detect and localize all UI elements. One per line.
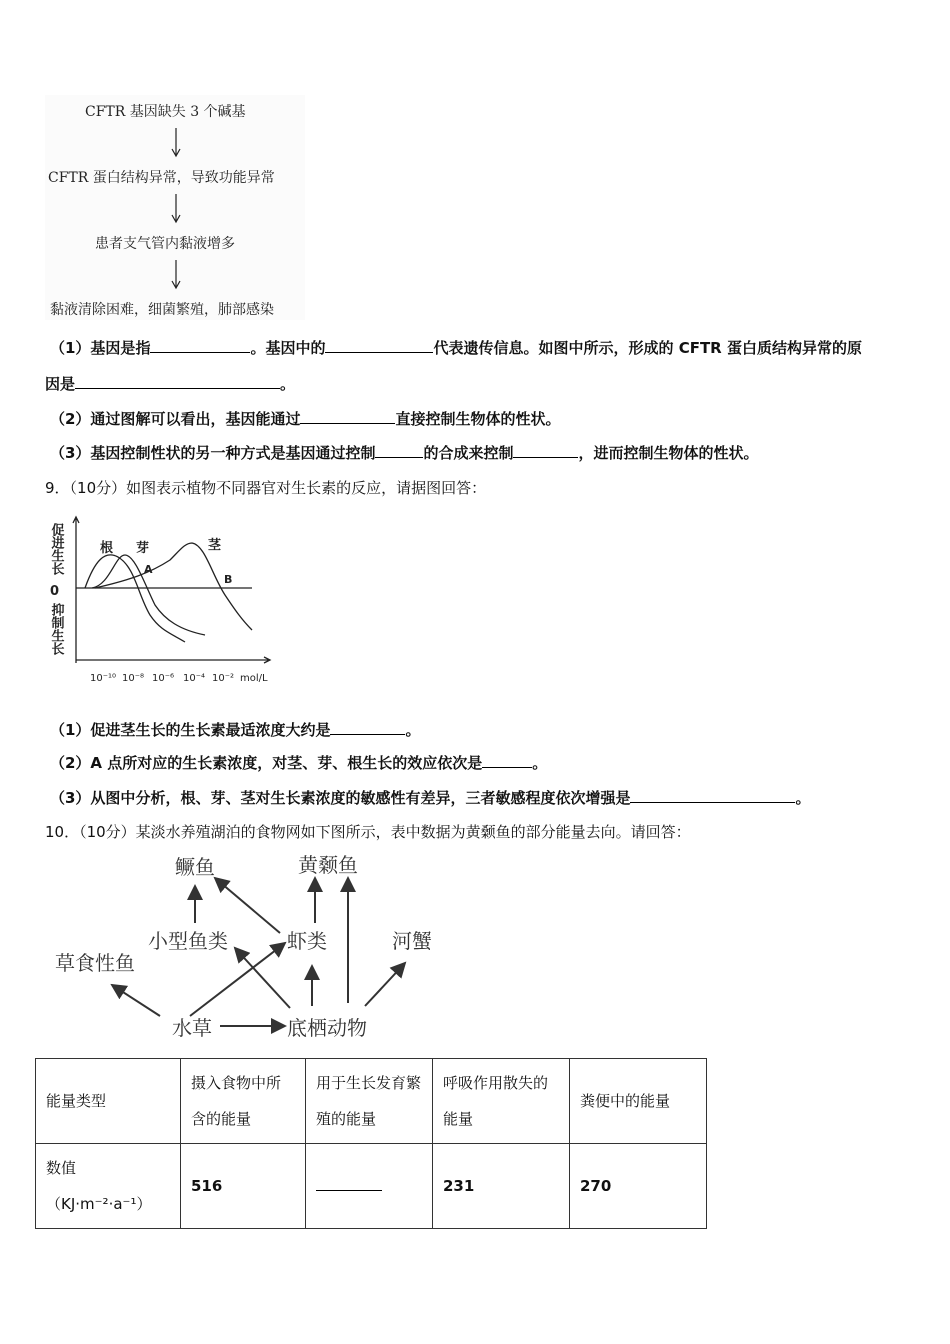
point-b: B bbox=[224, 573, 233, 586]
x-unit: mol/L bbox=[240, 673, 268, 684]
stem-curve bbox=[95, 543, 252, 630]
table-header: 摄入食物中所含的能量 bbox=[181, 1059, 306, 1144]
cell-respiration: 231 bbox=[433, 1144, 570, 1229]
table-header-row bbox=[36, 1059, 707, 1144]
table-header: 用于生长发育繁殖的能量 bbox=[306, 1059, 433, 1144]
x-tick: 10⁻⁸ bbox=[122, 673, 145, 684]
point-a: A bbox=[144, 563, 153, 576]
x-tick: 10⁻¹⁰ bbox=[90, 673, 117, 684]
node-crab: 河蟹 bbox=[392, 929, 432, 953]
energy-table bbox=[35, 1058, 707, 1229]
flow-arrows bbox=[45, 95, 305, 320]
cell-feces: 270 bbox=[570, 1144, 707, 1229]
auxin-graph bbox=[40, 505, 300, 690]
cell-intake: 516 bbox=[181, 1144, 306, 1229]
x-tick: 10⁻⁴ bbox=[183, 673, 206, 684]
table-header: 呼吸作用散失的能量 bbox=[433, 1059, 570, 1144]
q9-part1: （1）促进茎生长的生长素最适浓度大约是 。 bbox=[50, 721, 421, 739]
table-header: 粪便中的能量 bbox=[570, 1059, 707, 1144]
flow-step: 黏液清除困难，细菌繁殖，肺部感染 bbox=[50, 302, 274, 318]
x-tick: 10⁻⁶ bbox=[152, 673, 175, 684]
node-herbivorous-fish: 草食性鱼 bbox=[55, 951, 135, 975]
node-small-fish: 小型鱼类 bbox=[148, 929, 228, 953]
q9-part3: （3）从图中分析，根、芽、茎对生长素浓度的敏感性有差异，三者敏感程度依次增强是 。 bbox=[50, 789, 811, 807]
food-web bbox=[50, 848, 440, 1043]
q8-part1: （1）基因是指 。基因中的 代表遗传信息。如图中所示，形成的 CFTR 蛋白质结构异常的原 bbox=[50, 339, 862, 357]
q8-part1-cont: 因是 。 bbox=[45, 375, 296, 393]
node-aquatic-plant: 水草 bbox=[172, 1016, 212, 1040]
curve-label-root: 根 bbox=[100, 541, 114, 556]
table-row bbox=[36, 1144, 707, 1229]
q10-title: 10．（10分）某淡水养殖湖泊的食物网如下图所示，表中数据为黄颡鱼的部分能量去向。请回答： bbox=[45, 823, 691, 841]
flow-step: CFTR 基因缺失 3 个碱基 bbox=[85, 104, 246, 120]
node-benthic-animal: 底栖动物 bbox=[287, 1016, 367, 1040]
node-shrimp: 虾类 bbox=[287, 929, 327, 953]
q8-part2: （2）通过图解可以看出，基因能通过 直接控制生物体的性状。 bbox=[50, 410, 561, 428]
row-label: 数值（KJ·m⁻²·a⁻¹） bbox=[36, 1144, 181, 1229]
y-label-inhibit: 抑制生长 bbox=[48, 603, 64, 655]
curve-label-bud: 芽 bbox=[136, 541, 150, 556]
node-mandarin-fish: 鳜鱼 bbox=[175, 855, 215, 879]
x-axis bbox=[76, 657, 270, 663]
y-label-promote: 促进生长 bbox=[48, 523, 64, 575]
q9-part2: （2）A 点所对应的生长素浓度，对茎、芽、根生长的效应依次是 。 bbox=[50, 754, 548, 772]
x-tick: 10⁻² bbox=[212, 673, 235, 684]
root-curve bbox=[85, 555, 185, 642]
cftr-flowchart bbox=[45, 95, 305, 320]
curve-label-stem: 茎 bbox=[208, 538, 222, 553]
y-axis bbox=[73, 517, 79, 663]
y-zero: 0 bbox=[50, 584, 60, 599]
flow-step: CFTR 蛋白结构异常，导致功能异常 bbox=[48, 170, 275, 186]
flow-step: 患者支气管内黏液增多 bbox=[95, 236, 235, 252]
q9-title: 9．（10分）如图表示植物不同器官对生长素的反应，请据图回答： bbox=[45, 479, 487, 497]
cell-growth-blank bbox=[306, 1144, 433, 1229]
q8-part3: （3）基因控制性状的另一种方式是基因通过控制 的合成来控制 ，进而控制生物体的性状。 bbox=[50, 444, 759, 462]
node-yellow-catfish: 黄颡鱼 bbox=[298, 853, 358, 877]
table-header: 能量类型 bbox=[36, 1059, 181, 1144]
